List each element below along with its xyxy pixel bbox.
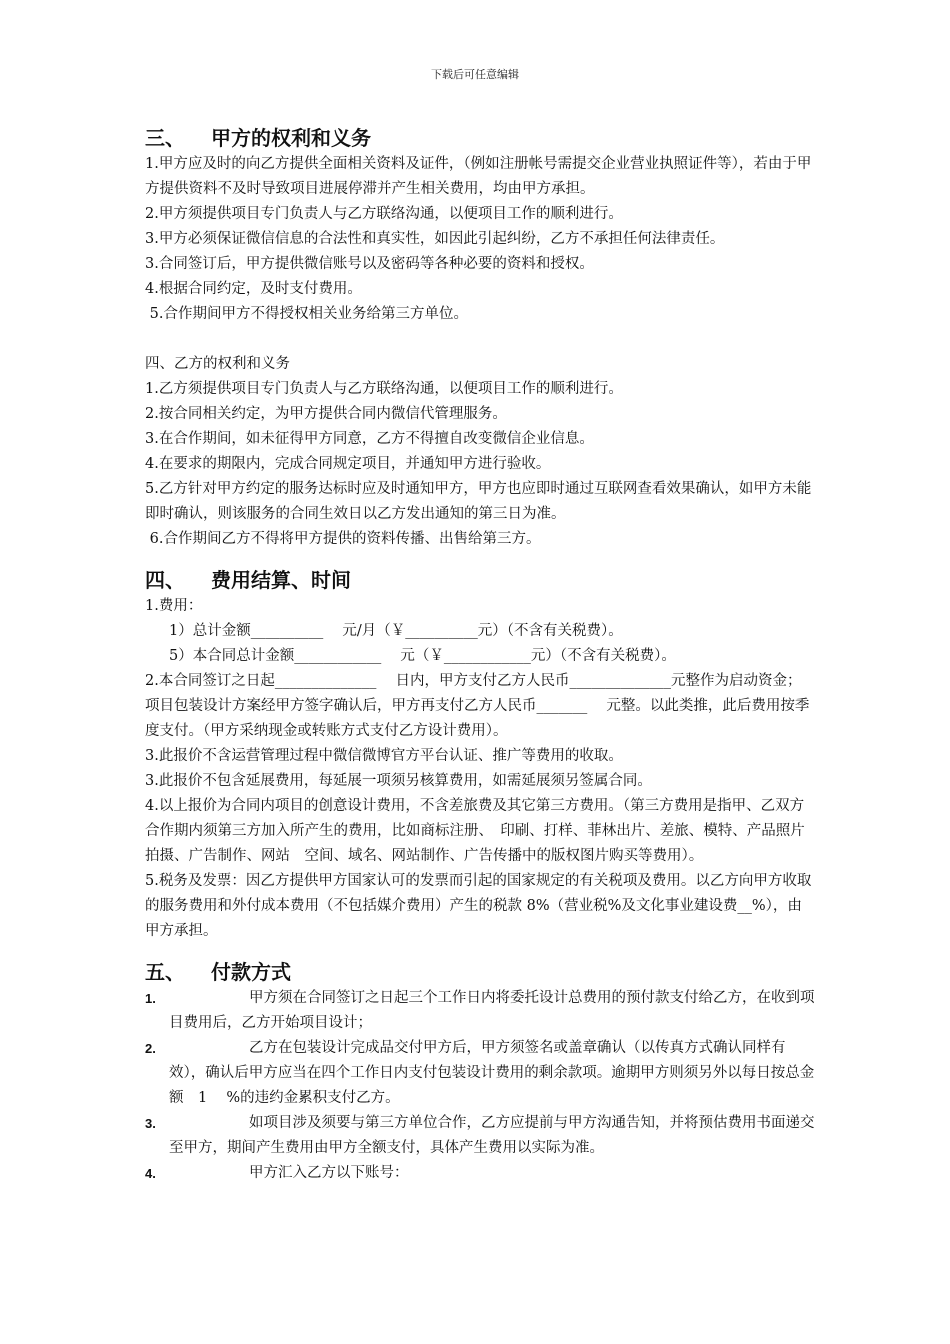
payment-item-text: 乙方在包装设计完成品交付甲方后，甲方须签名或盖章确认（以传真方式确认同样有效），确认后甲方应当在四个工作日内支付包装设计费用的剩余款项。逾期甲方则须另外以每日按总金额 1 %的违约金累积支付乙方。 <box>169 1040 815 1106</box>
section-4b-heading <box>145 566 815 594</box>
payment-item-number: 4. <box>145 1166 156 1181</box>
section-4a-heading: 四、乙方的权利和义务 <box>145 356 290 372</box>
section-4a-item: 6.合作期间乙方不得将甲方提供的资料传播、出售给第三方。 <box>145 531 541 547</box>
fee-line-1: 1）总计金额__________ 元/月（￥__________元）（不含有关税费）。 <box>169 623 623 639</box>
section-3-item: 2.甲方须提供项目专门负责人与乙方联络沟通，以便项目工作的顺利进行。 <box>145 206 623 222</box>
payment-item-text: 甲方汇入乙方以下账号： <box>249 1165 409 1181</box>
section-4b-number: 四、 <box>145 568 185 592</box>
payment-item-number: 1. <box>145 991 156 1006</box>
document-body <box>145 124 815 1186</box>
section-3-number: 三、 <box>145 126 185 150</box>
page-header: 下载后可任意编辑 <box>431 68 519 81</box>
section-4a-item: 5.乙方针对甲方约定的服务达标时应及时通知甲方，甲方也应即时通过互联网查看效果确认，如甲方未能即时确认，则该服务的合同生效日以乙方发出通知的第三日为准。 <box>145 481 812 522</box>
section-3-item: 1.甲方应及时的向乙方提供全面相关资料及证件，（例如注册帐号需提交企业营业执照证件等），若由于甲方提供资料不及时导致项目进展停滞并产生相关费用，均由甲方承担。 <box>145 156 812 197</box>
section-4b-item: 2.本合同签订之日起______________ 日内，甲方支付乙方人民币______________元整作为启动资金；项目包装设计方案经甲方签字确认后，甲方再支付乙方人民币_______ 元整。以此类推，此后费用按季度支付。（甲方采纳现金或转账方式支付乙方设计费用）。 <box>145 673 810 739</box>
payment-item <box>145 1036 815 1111</box>
section-4b-item: 4.以上报价为合同内项目的创意设计费用，不含差旅费及其它第三方费用。（第三方费用是指甲、乙双方合作期内须第三方加入所产生的费用，比如商标注册、 印刷、打样、菲林出片、差旅、模特、产品照片拍摄、广告制作、网站 空间、域名、网站制作、广告传播中的版权图片购买等费用）。 <box>145 798 805 864</box>
section-4b-title: 费用结算、时间 <box>211 568 351 592</box>
payment-item-text: 如项目涉及须要与第三方单位合作，乙方应提前与甲方沟通告知，并将预估费用书面递交至甲方，期间产生费用由甲方全额支付，具体产生费用以实际为准。 <box>169 1115 815 1156</box>
section-5-number: 五、 <box>145 960 185 984</box>
section-4b-item: 5.税务及发票：因乙方提供甲方国家认可的发票而引起的国家规定的有关税项及费用。以乙方向甲方收取的服务费用和外付成本费用（不包括媒介费用）产生的税款 8%（营业税%及文化事业建设费__%），由甲方承担。 <box>145 873 812 939</box>
section-5-title: 付款方式 <box>211 960 291 984</box>
section-3-item: 3.甲方必须保证微信信息的合法性和真实性，如因此引起纠纷，乙方不承担任何法律责任。 <box>145 231 725 247</box>
section-5-heading <box>145 958 815 986</box>
section-4a-item: 1.乙方须提供项目专门负责人与乙方联络沟通，以便项目工作的顺利进行。 <box>145 381 623 397</box>
payment-item <box>145 1111 815 1161</box>
section-4b-item: 3.此报价不包含延展费用，每延展一项须另核算费用，如需延展须另签属合同。 <box>145 773 652 789</box>
fee-line-5: 5）本合同总计金额____________ 元（￥____________元）（不含有关税费）。 <box>169 648 676 664</box>
section-3-heading <box>145 124 815 152</box>
section-4a-item: 2.按合同相关约定，为甲方提供合同内微信代管理服务。 <box>145 406 507 422</box>
section-3-title: 甲方的权利和义务 <box>211 126 371 150</box>
payment-item <box>145 1161 815 1186</box>
section-3-item: 5.合作期间甲方不得授权相关业务给第三方单位。 <box>145 306 468 322</box>
fee-label: 1.费用： <box>145 598 203 614</box>
section-3-item: 3.合同签订后，甲方提供微信账号以及密码等各种必要的资料和授权。 <box>145 256 594 272</box>
section-4a-item: 4.在要求的期限内，完成合同规定项目，并通知甲方进行验收。 <box>145 456 551 472</box>
payment-item-number: 3. <box>145 1116 156 1131</box>
section-3-item: 4.根据合同约定，及时支付费用。 <box>145 281 362 297</box>
payment-item-text: 甲方须在合同签订之日起三个工作日内将委托设计总费用的预付款支付给乙方，在收到项目费用后，乙方开始项目设计； <box>169 990 815 1031</box>
section-4a-item: 3.在合作期间，如未征得甲方同意，乙方不得擅自改变微信企业信息。 <box>145 431 594 447</box>
payment-item <box>145 986 815 1036</box>
section-4b-item: 3.此报价不含运营管理过程中微信微博官方平台认证、推广等费用的收取。 <box>145 748 623 764</box>
payment-item-number: 2. <box>145 1041 156 1056</box>
